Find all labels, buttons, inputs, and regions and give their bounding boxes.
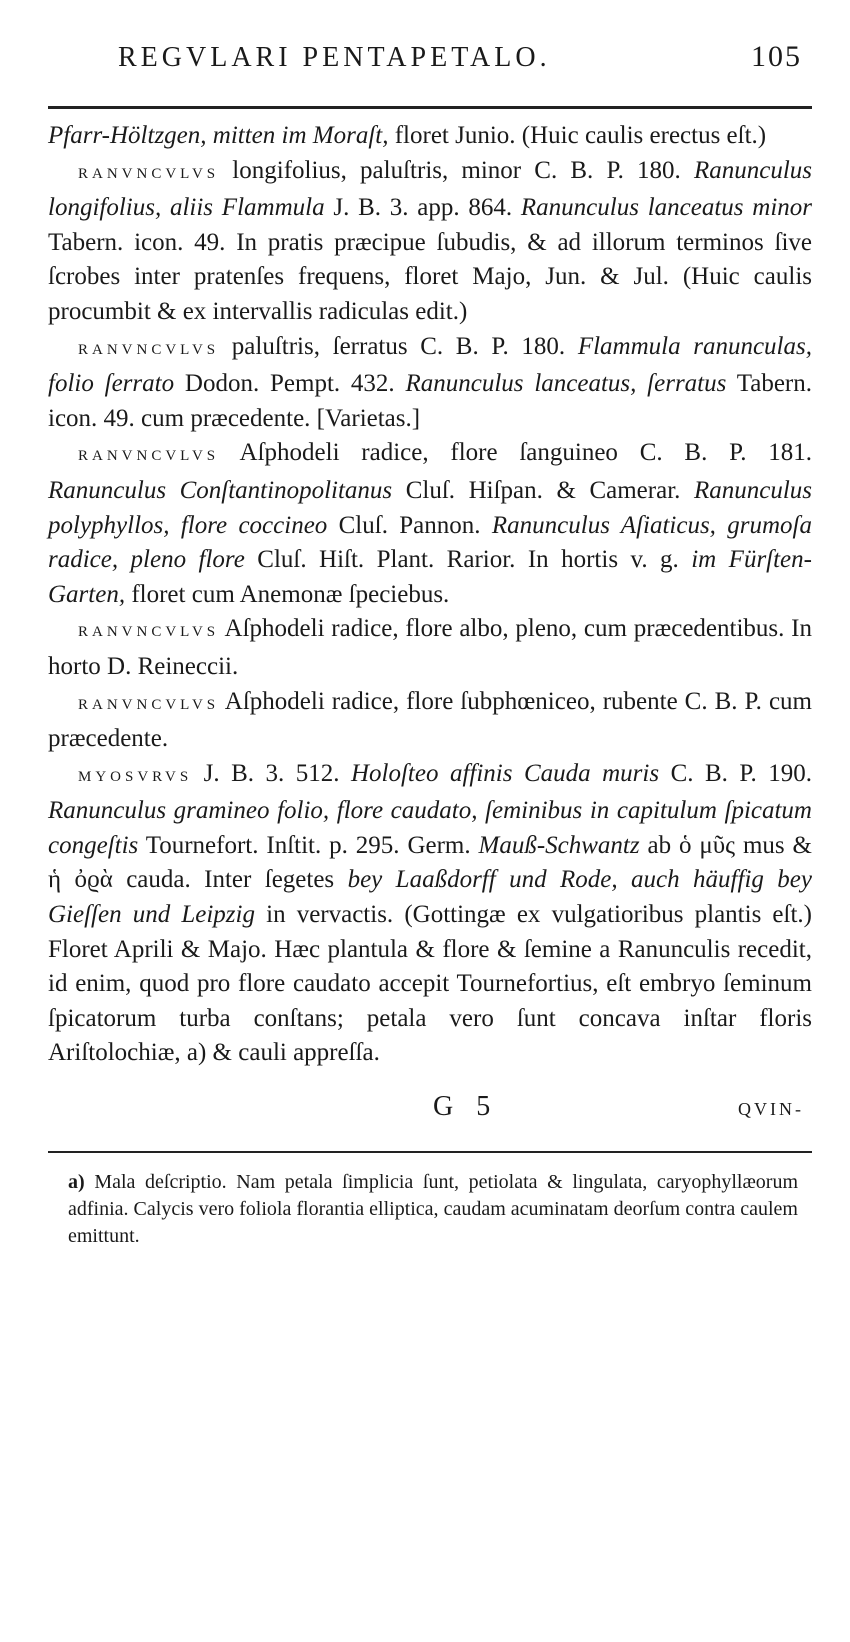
footnote-mark: a) (68, 1171, 85, 1194)
text-segment: Tabern. icon. 49. In pratis præcipue ſubudis, & ad illorum terminos ſive ſcrobes inter pratenſes frequens, floret Majo, Jun. & Jul. (Huic caulis procumbit & ex intervallis radiculas edit.) (48, 228, 812, 325)
text-segment: C. B. P. 190. (659, 759, 812, 787)
text-segment: Aſphodeli radice, flore ſubphœniceo, rubente C. B. P. cum præcedente. (48, 687, 812, 753)
text-segment: Cluſ. Hiſpan. & Camerar. (392, 476, 694, 504)
italic-text: Mauß-Schwantz (478, 831, 640, 859)
text-segment: J. B. 3. 512. (192, 759, 351, 787)
paragraph-p2 (48, 154, 812, 330)
italic-text: Ranunculus Conſtantinopolitanus (48, 476, 393, 504)
signature-line (48, 1091, 812, 1131)
italic-text: Flammula ranunculas, folio ſerrato (48, 332, 812, 398)
text-segment: Dodon. Pempt. 432. (174, 370, 406, 398)
text-segment: paluſtris, ſerratus C. B. P. 180. (219, 332, 578, 360)
genus-name: RANVNCVLVS (78, 448, 220, 465)
italic-text: Ranunculus polyphyllos, flore coccineo (48, 476, 812, 539)
footnote (48, 1169, 812, 1250)
genus-name: RANVNCVLVS (78, 624, 220, 641)
header-rule (48, 106, 812, 109)
text-segment: J. B. 3. app. 864. (324, 194, 521, 222)
italic-text: Pfarr-Höltzgen, mitten im Moraſt, (48, 122, 389, 149)
footnote-text: Mala deſcriptio. Nam petala ſimplicia ſunt, petiolata & lingulata, caryophyllæorum adfinia. Calycis vero foliola florantia elliptica, caudam acuminatam deorſum contra caulem emittunt. (68, 1171, 799, 1248)
catchword: QVIN- (738, 1099, 804, 1120)
genus-name: RANVNCVLVS (78, 341, 220, 358)
paragraph-p6 (48, 685, 812, 757)
genus-name: RANVNCVLVS (78, 696, 220, 713)
paragraph-p7 (48, 757, 812, 1071)
footnote-rule (48, 1151, 812, 1153)
italic-text: Holoſteo affinis Cauda muris (350, 759, 660, 787)
text-segment: floret Junio. (Huic caulis erectus eſt.) (388, 122, 767, 149)
genus-name: RANVNCVLVS (78, 165, 220, 182)
italic-text: bey Laaßdorff und Rode, auch häuffig bey Gieſſen und Leipzig (48, 866, 812, 929)
text-segment: longifolius, paluſtris, minor C. B. P. 180. (219, 156, 694, 184)
signature-mark: G 5 (433, 1091, 499, 1123)
italic-text: Ranunculus lanceatus, ſerratus (405, 370, 727, 398)
main-text (48, 119, 812, 1071)
text-segment: Tabern. icon. 49. cum præcedente. [Varietas.] (48, 370, 812, 432)
italic-text: Ranunculus gramineo folio, flore caudato, ſeminibus in capitulum ſpicatum congeſtis (48, 797, 812, 859)
text-segment: Cluſ. Hiſt. Plant. Rarior. In hortis v. g. (244, 546, 692, 574)
italic-text: Ranunculus longifolius, aliis Flammula (48, 156, 812, 222)
italic-text: im Fürſten-Garten, (48, 546, 812, 608)
paragraph-p1 (48, 119, 812, 154)
text-segment: ab ὁ μῦς mus & ἡ ὀϱὰ cauda. Inter ſegetes (48, 831, 812, 894)
genus-name: MYOSVRVS (78, 768, 193, 785)
page-number: 105 (751, 40, 802, 73)
paragraph-p4 (48, 436, 812, 612)
text-segment: Cluſ. Pannon. (327, 511, 492, 539)
running-head: REGVLARI PENTAPETALO. (118, 42, 551, 73)
italic-text: Ranunculus lanceatus minor (520, 194, 813, 222)
italic-text: Ranunculus Aſiaticus, grumoſa radice, pleno flore (48, 511, 812, 574)
text-segment: Tournefort. Inſtit. p. 295. Germ. (138, 831, 479, 859)
paragraph-p5 (48, 612, 812, 684)
text-segment: in vervactis. (Gottingæ ex vulgatioribus plantis eſt.) Floret Aprili & Majo. Hæc plantula & flore & ſemine a Ranunculis recedit, id enim, quod pro flore caudato accepit Tournefortius, eſt embryo ſeminum ſpicatorum turba conſtans; petala vero ſunt concava inſtar floris Ariſtolochiæ, a) & cauli appreſſa. (48, 901, 812, 1067)
text-segment: Aſphodeli radice, flore ſanguineo C. B. P. 181. (219, 439, 812, 467)
text-segment: Aſphodeli radice, flore albo, pleno, cum præcedentibus. In horto D. Reineccii. (48, 615, 812, 680)
paragraph-p3 (48, 330, 812, 437)
page-header (48, 40, 812, 92)
text-segment: floret cum Anemonæ ſpeciebus. (125, 580, 450, 608)
book-page (48, 40, 812, 1250)
